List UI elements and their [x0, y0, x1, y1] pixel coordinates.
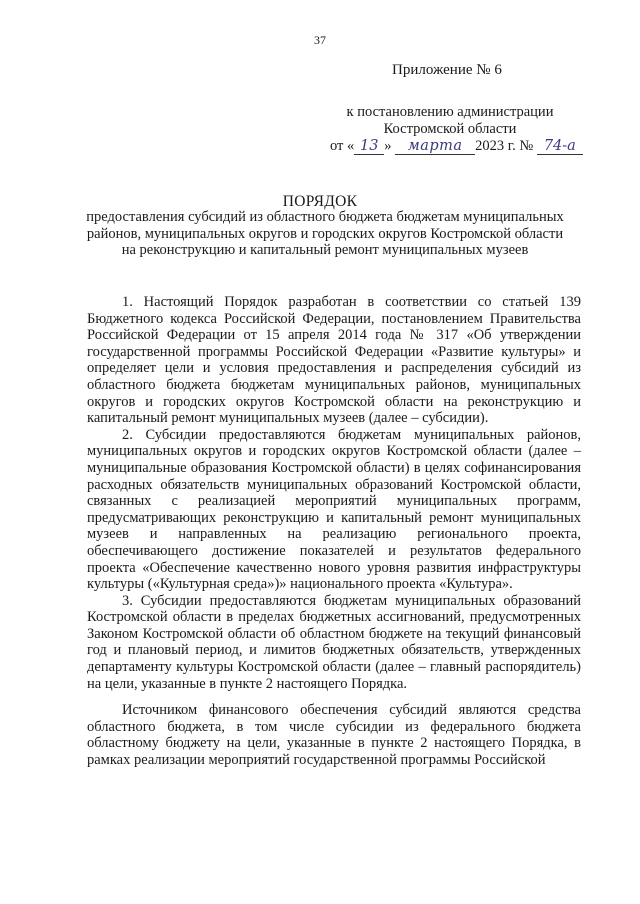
decree-date-quote: » [384, 138, 392, 154]
handwritten-month: марта [395, 138, 475, 155]
decree-date-prefix: от « [330, 138, 355, 154]
handwritten-day: 13 [354, 138, 384, 155]
document-subtitle: предоставления субсидий из областного бюджета бюджетам муниципальных районов, муниципальных округов и городских округов Костромской области на реконструкцию и капитальный ремонт муниципальных музеев [86, 209, 564, 258]
decree-line-1: к постановлению администрации [346, 104, 554, 120]
decree-date-line [330, 138, 600, 155]
appendix-heading: Приложение № 6 [392, 62, 502, 78]
document-title: ПОРЯДОК [282, 193, 358, 210]
page-number: 37 [314, 33, 326, 47]
paragraph-4: Источником финансового обеспечения субсидий являются средства областного бюджета, в том числе субсидии из федерального бюджета областному бюджету на цели, указанные в пункте 2 настоящего Порядка, в рамках реализации мероприятий государственной программы Российской [87, 702, 581, 769]
paragraph-1: 1. Настоящий Порядок разработан в соответствии со статьей 139 Бюджетного кодекса Российской Федерации, постановлением Правительства Российской Федерации от 15 апреля 2014 года № 317 «Об утверждении государственной программы Российской Федерации «Развитие культуры» и определяет цели и условия предоставления и распределения субсидий из областного бюджета бюджетам муниципальных районов, муниципальных округов и городских округов Костромской области на реконструкцию и капитальный ремонт муниципальных музеев (далее – субсидии). [87, 294, 581, 427]
decree-reference [330, 104, 570, 138]
paragraph-3: 3. Субсидии предоставляются бюджетам муниципальных образований Костромской области в пределах бюджетных ассигнований, предусмотренных Законом Костромской области об областном бюджете на текущий финансовый год и плановый период, и лимитов бюджетных обязательств, утвержденных департаменту культуры Костромской области (далее – главный распорядитель) на цели, указанные в пункте 2 настоящего Порядка. [87, 592, 581, 692]
decree-year: 2023 г. № [475, 138, 534, 154]
paragraph-2: 2. Субсидии предоставляются бюджетам муниципальных районов, муниципальных округов и городских округов Костромской области (далее – муниципальные образования Костромской области) в целях софинансирования расходных обязательств муниципальных образований Костромской области, связанных с реализацией мероприятий муниципальных программ, предусматривающих реконструкцию и капитальный ремонт муниципальных музеев и направленных на реализацию регионального проекта, обеспечивающего достижение показателей и результатов федерального проекта «Обеспечение качественно нового уровня развития инфраструктуры культуры («Культурная среда»)» национального проекта «Культура». [87, 426, 581, 593]
document-body [87, 294, 581, 769]
decree-line-2: Костромской области [383, 121, 517, 137]
handwritten-number: 74-а [537, 138, 583, 155]
